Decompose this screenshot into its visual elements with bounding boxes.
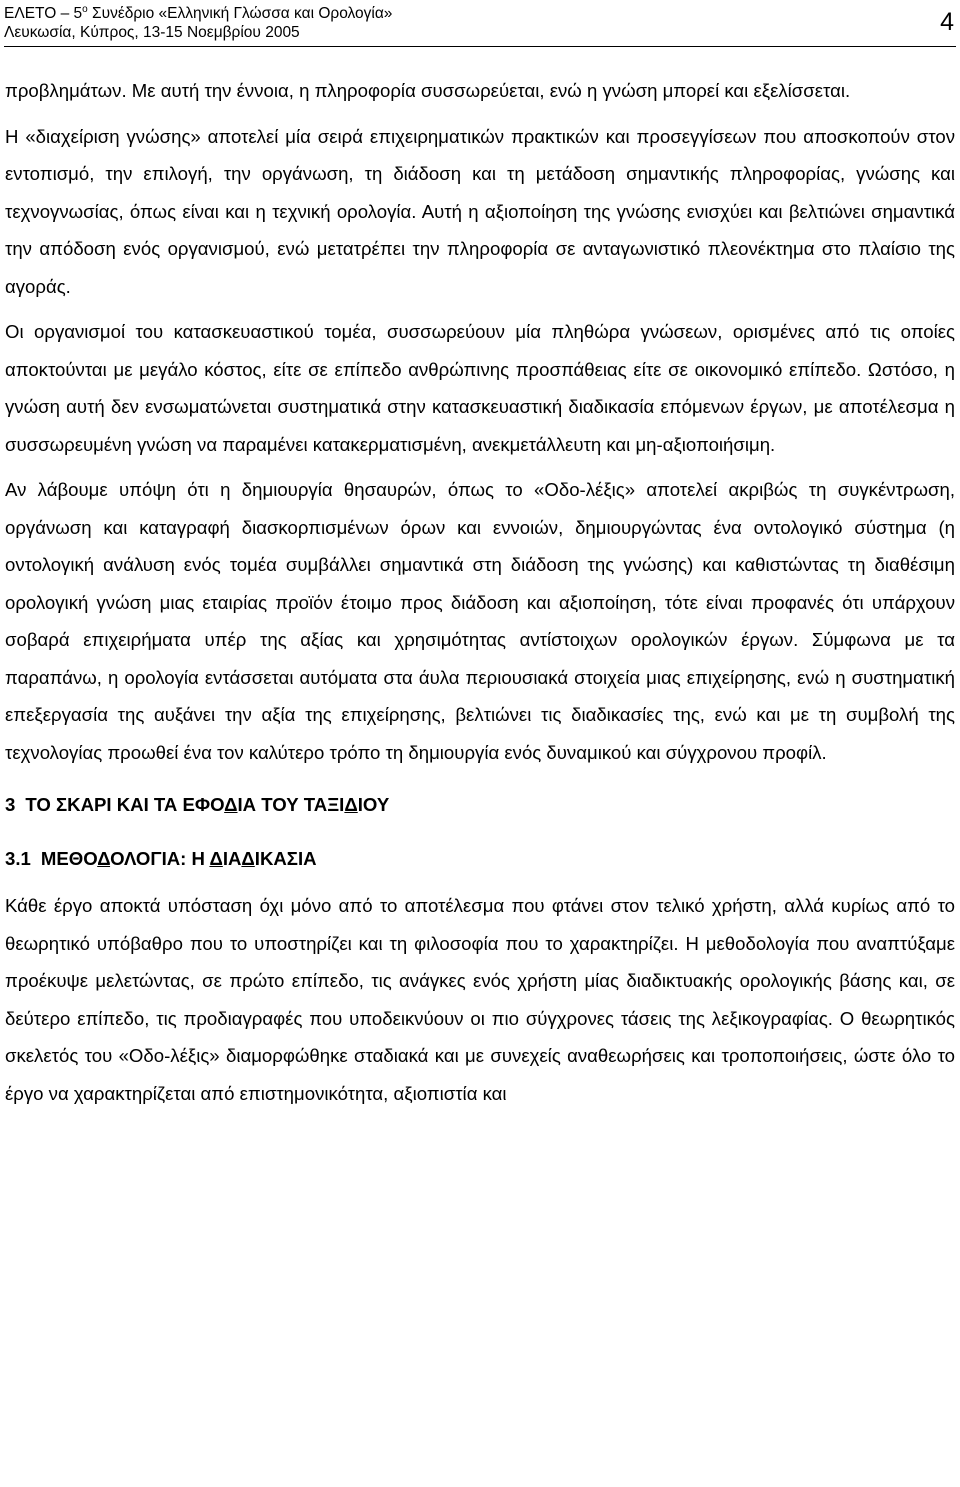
section-number: 3 bbox=[5, 794, 16, 815]
section-title-underlined-letter: Δ bbox=[224, 794, 238, 815]
section-title-underlined-letter: Δ bbox=[344, 794, 358, 815]
header-venue-line: Λευκωσία, Κύπρος, 13-15 Νοεμβρίου 2005 bbox=[4, 24, 300, 41]
body-paragraph-5: Κάθε έργο αποκτά υπόσταση όχι μόνο από το αποτέλεσμα που φτάνει στον τελικό χρήστη, αλλά κυρίως από το θεωρητικό υπόβαθρο που το υποστηρίζει και τη φιλοσοφία που το χαρακτηρίζει. Η μεθοδολογία που αναπτύξαμε προέκυψε μελετώντας, σε πρώτο επίπεδο, τις ανάγκες ενός χρήστη μίας διαδικτυακής ορολογικής βάσης και, σε δεύτερο επίπεδο, τις προδιαγραφές που υποδεικνύουν οι πιο σύγχρονες τάσεις της λεξικογραφίας. Ο θεωρητικός σκελετός του «Οδο-λέξις» διαμορφώθηκε σταδιακά και με συνεχείς αναθεωρήσεις και τροποποιήσεις, ώστε όλο το έργο να χαρακτηρίζεται από επιστημονικότητα, αξιοπιστία και bbox=[5, 895, 955, 1104]
subsection-title-part: ΙΚΑΣΙΑ bbox=[254, 848, 317, 869]
header-ordinal-superscript: ο bbox=[82, 4, 88, 15]
subsection-title-underlined-letter: Δ bbox=[241, 848, 255, 869]
section-heading-3 bbox=[5, 791, 955, 819]
header-conference-title: Συνέδριο «Ελληνική Γλώσσα και Ορολογία» bbox=[87, 5, 393, 22]
running-header bbox=[4, 4, 956, 46]
subsection-title-part: ΟΛΟΓΙΑ: Η bbox=[110, 848, 210, 869]
subsection-heading-3-1 bbox=[5, 845, 955, 873]
subsection-number: 3.1 bbox=[5, 848, 31, 869]
subsection-title-underlined-letter: Δ bbox=[209, 848, 223, 869]
body-paragraph-4: Αν λάβουμε υπόψη ότι η δημιουργία θησαυρών, όπως το «Οδο-λέξις» αποτελεί ακριβώς τη συγκέντρωση, οργάνωση και καταγραφή διασκορπισμένων όρων και εννοιών, δημιουργώντας ένα οντολογικό σύστημα (η οντολογική ανάλυση ενός τομέα συμβάλλει σημαντικά στη διάδοση της γνώσης) και καθιστώντας τη διαθέσιμη ορολογική γνώση μιας εταιρίας προϊόν έτοιμο προς διάδοση και αξιοποίηση, τότε είναι προφανές ότι υπάρχουν σοβαρά επιχειρήματα υπέρ της αξίας και χρησιμότητας αντίστοιχων ορολογικών έργων. Σύμφωνα με τα παραπάνω, η ορολογία εντάσσεται αυτόματα στα άυλα περιουσιακά στοιχεία μιας επιχείρησης, ενώ η συστηματική επεξεργασία της αυξάνει την αξία της επιχείρησης, βελτιώνει τις διαδικασίες της, ενώ και με τη συμβολή της τεχνολογίας προωθεί ένα τον καλύτερο τρόπο τη δημιουργία ενός δυναμικού και σύγχρονου προφίλ. bbox=[5, 479, 955, 763]
page-body bbox=[5, 72, 955, 1112]
subsection-title-underlined-letter: Δ bbox=[97, 848, 111, 869]
subsection-title-part: ΙΑ bbox=[222, 848, 242, 869]
section-title-part: ΙΟΥ bbox=[357, 794, 390, 815]
page-number: 4 bbox=[940, 8, 954, 36]
header-conference-line bbox=[4, 4, 956, 23]
body-paragraph-3: Οι οργανισμοί του κατασκευαστικού τομέα, συσσωρεύουν μία πληθώρα γνώσεων, ορισμένες από τις οποίες αποκτούνται με μεγάλο κόστος, είτε σε επίπεδο ανθρώπινης προσπάθειας είτε σε οικονομικό επίπεδο. Ωστόσο, η γνώση αυτή δεν ενσωματώνεται συστηματικά στην κατασκευαστική διαδικασία επόμενων έργων, με αποτέλεσμα η συσσωρευμένη γνώση να παραμένει κατακερματισμένη, ανεκμετάλλευτη και μη-αξιοποιήσιμη. bbox=[5, 321, 955, 455]
section-title-part: ΤΟ ΣΚΑΡΙ ΚΑΙ ΤΑ ΕΦΟ bbox=[25, 794, 225, 815]
section-title-part: ΙΑ ΤΟΥ ΤΑΞΙ bbox=[237, 794, 345, 815]
body-paragraph-2: Η «διαχείριση γνώσης» αποτελεί μία σειρά επιχειρηματικών πρακτικών και προσεγγίσεων που αποσκοπούν στον εντοπισμό, την επιλογή, την οργάνωση, τη διάδοση και τη μετάδοση σημαντικής πληροφορίας, γνώσης και τεχνογνωσίας, όπως είναι και η τεχνική ορολογία. Αυτή η αξιοποίηση της γνώσης ενισχύει και βελτιώνει σημαντικά την απόδοση ενός οργανισμού, ενώ μετατρέπει την πληροφορία σε ανταγωνιστικό πλεονέκτημα στο πλαίσιο της αγοράς. bbox=[5, 125, 955, 297]
header-divider bbox=[4, 46, 956, 47]
body-paragraph-1: προβλημάτων. Με αυτή την έννοια, η πληροφορία συσσωρεύεται, ενώ η γνώση μπορεί και εξελίσσεται. bbox=[5, 80, 851, 101]
header-conference-prefix: ΕΛΕΤΟ – 5 bbox=[4, 5, 83, 22]
subsection-title-part: ΜΕΘΟ bbox=[40, 848, 98, 869]
